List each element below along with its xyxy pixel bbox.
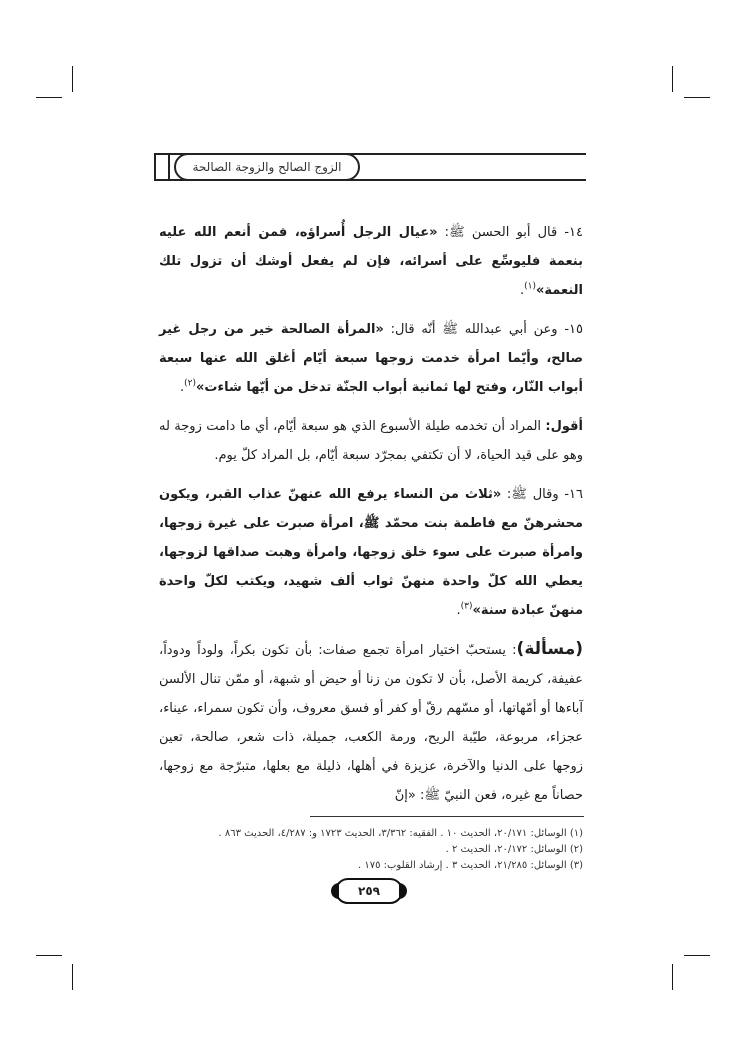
page-number-badge	[335, 878, 403, 904]
commentary-text: المراد أن تخدمه طيلة الأسبوع الذي هو سبعة أيّام، أي ما دامت زوجة له وهو على قيد الحياة، لا أن تكتفي بمجرّد سبعة أيّام، بل المراد كلّ يوم.	[159, 419, 583, 463]
masala	[159, 635, 583, 810]
crop-mark	[72, 66, 73, 92]
footnote-2: (٢) الوسائل: ٢٠/١٧٢، الحديث ٢ .	[445, 844, 583, 855]
crop-mark	[684, 955, 710, 956]
footnote-1: (١) الوسائل: ٢٠/١٧١، الحديث ١٠ . الفقيه: ٣/٣٦٢، الحديث ١٧٢٣ و: ٤/٢٨٧، الحديث ٨٦٣ .	[218, 828, 583, 839]
masala-text: : يستحبّ اختيار امرأة تجمع صفات: بأن تكون بكراً، ولوداً ودوداً، عفيفة، كريمة الأصل، بأن لا تكون من زنا أو حيض أو شبهة، أو ممّن تنال الألسن آباءها أو أمّهاتها، أو مسّهم رقّ أو كفر أو فسق معروف، وأن تكون سمراء، عيناء، عجزاء، مربوعة، طيّبة الريح، ورمة الكعب، جميلة، ذات شعر، صالحة، تعين زوجها على الدنيا والآخرة، عزيزة في أهلها، ذليلة مع بعلها، متبرّجة مع زوجها، حصاناً مع غيره، فعن النبيّ ﷺ: «إنّ	[159, 643, 583, 803]
footnote-divider	[310, 816, 584, 817]
badge-cap-left	[331, 883, 339, 899]
footnote-ref: (٣)	[460, 601, 473, 612]
hadith-lead: ١٦- وقال ﷺ:	[501, 487, 583, 502]
crop-mark	[72, 964, 73, 990]
crop-mark	[684, 97, 710, 98]
footnote-3: (٣) الوسائل: ٢١/٢٨٥، الحديث ٣ . إرشاد القلوب: ١٧٥ .	[357, 860, 583, 871]
footnote-ref: (٢)	[184, 378, 197, 389]
header-box	[154, 153, 170, 181]
hadith-14	[159, 218, 583, 305]
masala-label: (مسألة)	[516, 639, 583, 659]
page-number: ٢٥٩	[358, 884, 380, 898]
sentence-end: .	[456, 603, 461, 618]
crop-mark	[672, 66, 673, 92]
hadith-quote: «عيال الرجل أُسراؤه، فمن أنعم الله عليه بنعمة فليوسِّع على أسرائه، فإن لم يفعل أوشك أن تزول تلك النعمة»	[159, 225, 583, 298]
running-header	[154, 153, 586, 181]
page-body	[159, 218, 583, 820]
badge-cap-right	[399, 883, 407, 899]
sentence-end: .	[180, 380, 185, 395]
hadith-quote: «ثلاث من النساء يرفع الله عنهنّ عذاب القبر، ويكون محشرهنّ مع فاطمة بنت محمّد ﷺ، امرأة صبرت على غيرة زوجها، وامرأة صبرت على سوء خلق زوجها، وامرأة وهبت صداقها لزوجها، يعطي الله كلّ واحدة منهنّ ثواب ألف شهيد، ويكتب لكلّ واحدة منهنّ عبادة سنة»	[159, 487, 583, 618]
hadith-16	[159, 480, 583, 625]
footnotes	[159, 826, 583, 874]
hadith-15	[159, 315, 583, 402]
commentary-label: أقول:	[545, 419, 583, 434]
header-title: الزوج الصالح والزوجة الصالحة	[192, 160, 342, 174]
crop-mark	[36, 97, 62, 98]
crop-mark	[672, 964, 673, 990]
header-title-frame	[174, 153, 360, 181]
hadith-lead: ١٥- وعن أبي عبدالله ﷺ أنّه قال:	[383, 322, 583, 337]
hadith-quote: «المرأة الصالحة خير من رجل غير صالح، وأيّما امرأة خدمت زوجها سبعة أيّام أغلق الله عنها سبعة أبواب النّار، وفتح لها ثمانية أبواب الجنّة تدخل من أيّها شاءت»	[159, 322, 583, 395]
commentary	[159, 412, 583, 470]
crop-mark	[36, 955, 62, 956]
hadith-lead: ١٤- قال أبو الحسن ﷺ:	[437, 225, 583, 240]
footnote-ref: (١)	[524, 281, 537, 292]
sentence-end: .	[520, 283, 525, 298]
